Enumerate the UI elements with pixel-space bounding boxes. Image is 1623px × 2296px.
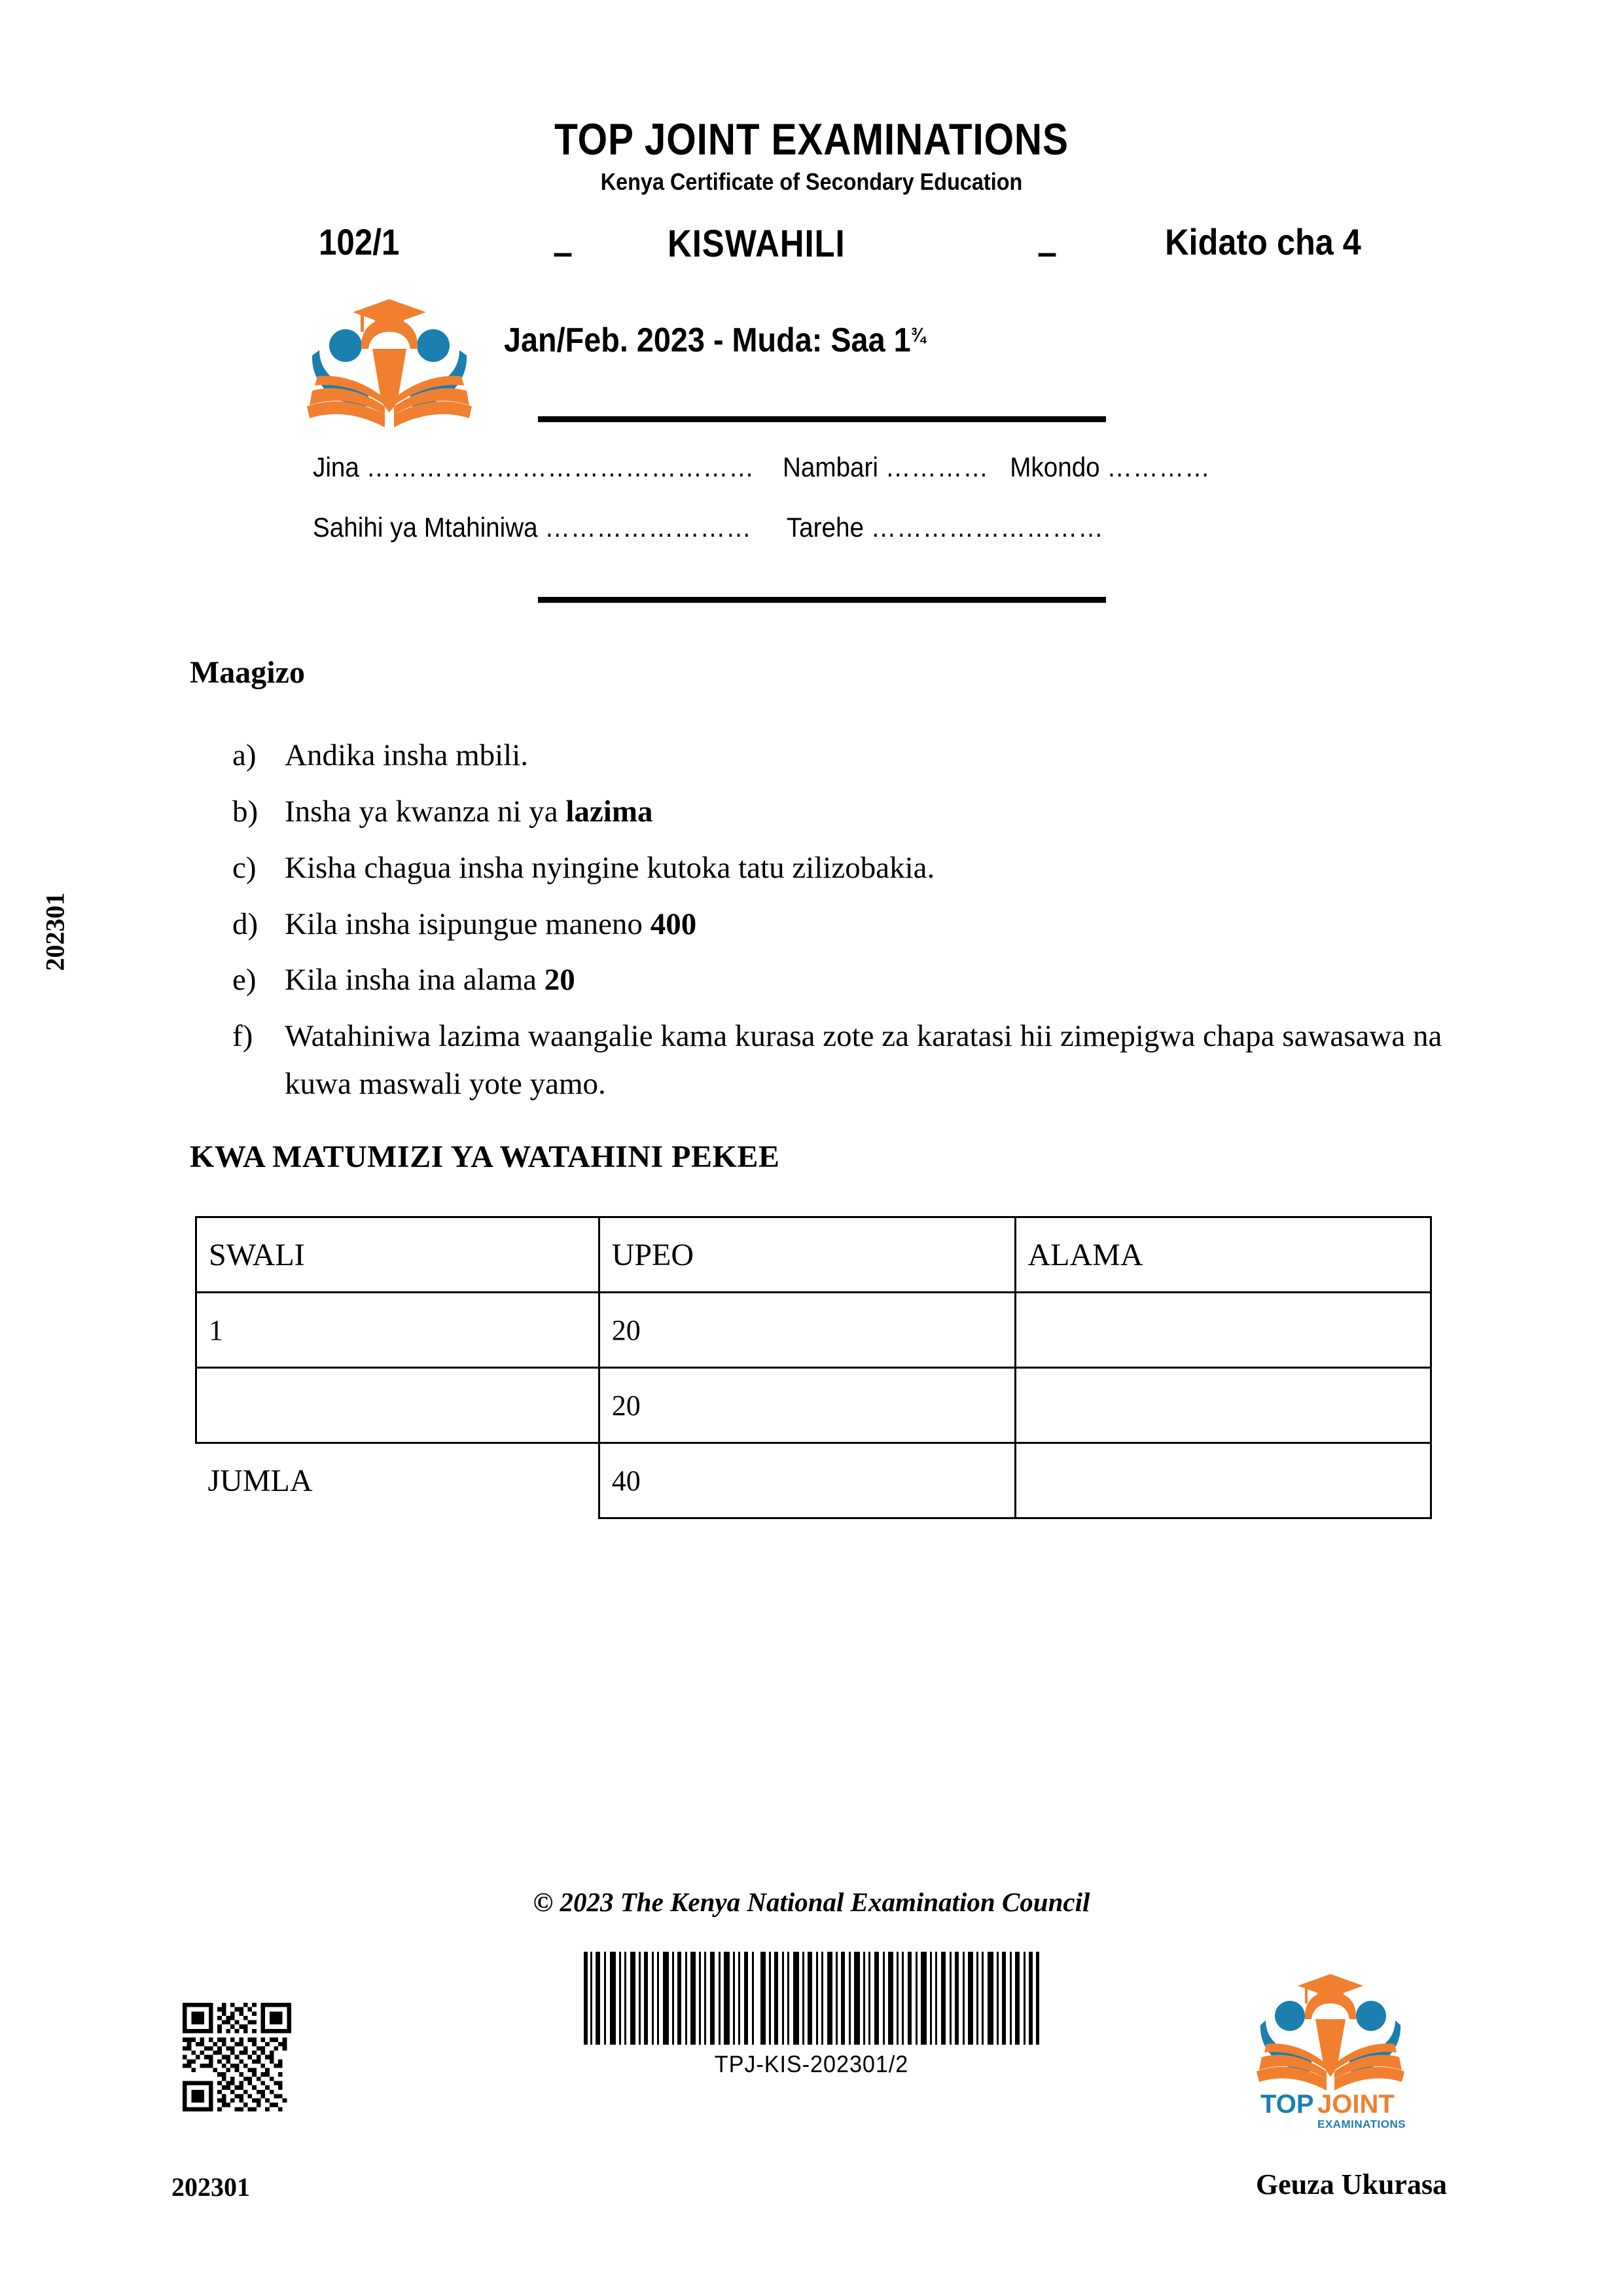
separator-dash-right: – xyxy=(1037,233,1058,272)
cell-swali: 1 xyxy=(196,1293,599,1368)
candidate-signature-row xyxy=(313,512,1104,543)
instructions-heading: Maagizo xyxy=(190,655,305,690)
top-joint-logo xyxy=(298,278,481,439)
exam-session xyxy=(504,321,925,360)
list-item-marker: c) xyxy=(232,850,257,885)
exam-session-fraction: ¾ xyxy=(910,324,926,346)
divider-rule-top xyxy=(538,416,1106,422)
candidate-name-label: Jina xyxy=(313,452,359,482)
list-item xyxy=(232,956,1456,1004)
table-row xyxy=(196,1293,1431,1368)
qr-code-block xyxy=(171,2003,302,2111)
form-level: Kidato cha 4 xyxy=(1165,221,1361,262)
turn-over-label: Geuza Ukurasa xyxy=(1255,2168,1448,2200)
candidate-date-label: Tarehe xyxy=(786,512,865,543)
separator-dash-left: – xyxy=(553,233,573,272)
instructions-list xyxy=(232,732,1456,1117)
list-item xyxy=(232,788,1456,836)
cell-swali xyxy=(196,1368,599,1443)
list-item-text: Insha ya kwanza ni ya lazima xyxy=(285,794,653,829)
list-item-marker: e) xyxy=(232,963,257,997)
total-label: JUMLA xyxy=(207,1463,313,1499)
total-alama[interactable] xyxy=(1015,1443,1431,1518)
list-item-text: Watahiniwa lazima waangalie kama kurasa zote za karatasi hii zimepigwa chapa sawasawa na kuwa maswali yote yamo. xyxy=(285,1019,1442,1102)
column-header-swali: SWALI xyxy=(196,1217,599,1293)
copyright-notice: © 2023 The Kenya National Examination Council xyxy=(533,1887,1090,1917)
list-item-text: Kila insha ina alama 20 xyxy=(285,963,575,997)
cell-alama[interactable] xyxy=(1015,1293,1431,1368)
cell-upeo: 20 xyxy=(599,1368,1015,1443)
footer-page-code: 202301 xyxy=(171,2172,250,2202)
barcode-icon xyxy=(582,1952,1041,2045)
total-upeo: 40 xyxy=(599,1443,1015,1518)
list-item-marker: b) xyxy=(232,794,259,829)
paper-code: 102/1 xyxy=(319,221,400,262)
top-joint-logo-footer xyxy=(1249,1956,1412,2142)
logo-wordmark-sub: EXAMINATIONS xyxy=(1317,2118,1406,2130)
qr-code-icon xyxy=(183,2003,291,2111)
candidate-signature-input[interactable]: …………………… xyxy=(544,512,752,543)
marks-table xyxy=(195,1216,1432,1519)
candidate-index-input[interactable]: ………… xyxy=(885,452,989,482)
column-header-alama: ALAMA xyxy=(1015,1217,1431,1293)
divider-rule-bottom xyxy=(538,597,1106,603)
barcode-label: TPJ-KIS-202301/2 xyxy=(714,2051,909,2077)
candidate-index-label: Nambari xyxy=(782,452,879,482)
list-item xyxy=(232,901,1456,948)
list-item xyxy=(232,844,1456,892)
candidate-stream-label: Mkondo xyxy=(1010,452,1100,482)
graduation-logo-icon xyxy=(298,278,481,439)
list-item-text: Kisha chagua insha nyingine kutoka tatu zilizobakia. xyxy=(285,850,935,885)
exam-session-text: Jan/Feb. 2023 - Muda: Saa 1 xyxy=(504,321,911,359)
cell-alama[interactable] xyxy=(1015,1368,1431,1443)
candidate-signature-label: Sahihi ya Mtahiniwa xyxy=(313,512,538,543)
list-item-marker: d) xyxy=(232,906,259,941)
list-item xyxy=(232,1013,1456,1108)
barcode-block xyxy=(576,1952,1047,2078)
list-item-marker: f) xyxy=(232,1019,253,1054)
candidate-name-input[interactable]: ……………………………………… xyxy=(366,452,755,482)
side-paper-code: 202301 xyxy=(40,892,70,971)
candidate-name-row xyxy=(313,452,1211,483)
table-total-row xyxy=(196,1443,1431,1518)
exam-subtitle: Kenya Certificate of Secondary Education xyxy=(600,168,1023,195)
graduation-logo-icon xyxy=(1249,1956,1412,2142)
logo-wordmark-top: TOP xyxy=(1260,2090,1314,2119)
column-header-upeo: UPEO xyxy=(599,1217,1015,1293)
candidate-date-input[interactable]: ……………………… xyxy=(870,512,1104,543)
subject-name: KISWAHILI xyxy=(668,223,846,265)
list-item xyxy=(232,732,1456,780)
cell-upeo: 20 xyxy=(599,1293,1015,1368)
candidate-stream-input[interactable]: ………… xyxy=(1107,452,1211,482)
logo-wordmark-joint: JOINT xyxy=(1317,2090,1395,2119)
list-item-text: Kila insha isipungue maneno 400 xyxy=(285,906,697,941)
table-row xyxy=(196,1368,1431,1443)
table-header-row xyxy=(196,1217,1431,1293)
marks-table-heading: KWA MATUMIZI YA WATAHINI PEKEE xyxy=(190,1139,780,1174)
exam-header xyxy=(0,117,1623,196)
list-item-text: Andika insha mbili. xyxy=(285,738,529,772)
exam-title: TOP JOINT EXAMINATIONS xyxy=(554,115,1069,164)
list-item-marker: a) xyxy=(232,738,257,772)
